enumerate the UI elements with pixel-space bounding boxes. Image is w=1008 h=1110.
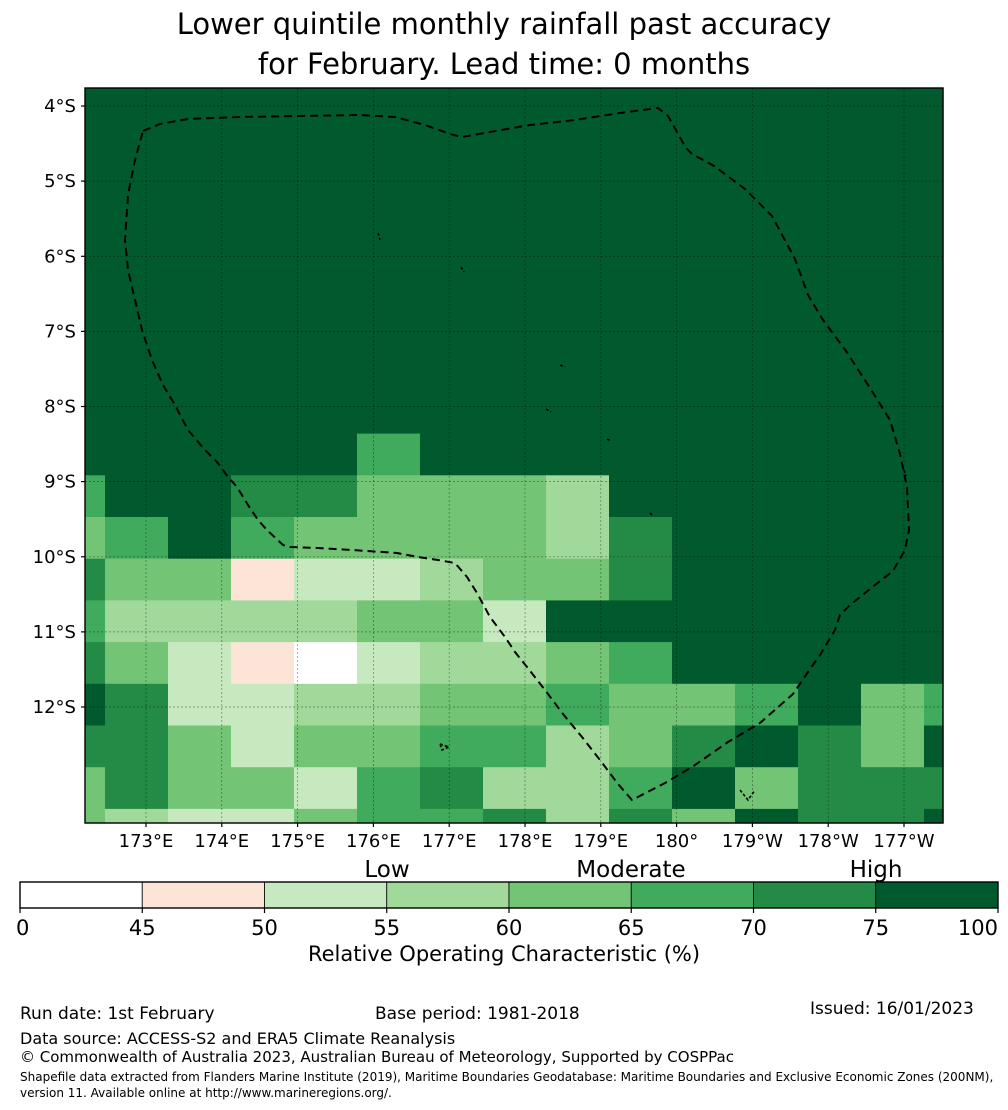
heatmap-cell — [924, 642, 944, 684]
heatmap-cell — [735, 684, 799, 726]
heatmap-cell — [609, 809, 673, 824]
colorbar-tick-label: 60 — [495, 916, 523, 940]
heatmap-cell — [85, 434, 106, 476]
colorbar-segment — [265, 882, 387, 908]
heatmap-cell — [924, 600, 944, 642]
colorbar-segment — [876, 882, 998, 908]
heatmap-cell — [231, 309, 295, 351]
heatmap-cell — [672, 142, 736, 184]
heatmap-cell — [546, 434, 610, 476]
heatmap-cell — [483, 183, 547, 225]
heatmap-cell — [546, 309, 610, 351]
heatmap-cell — [105, 434, 169, 476]
heatmap-cell — [861, 88, 925, 101]
heatmap-cell — [609, 142, 673, 184]
y-tick-label: 11°S — [32, 621, 76, 643]
heatmap-cell — [672, 767, 736, 809]
heatmap-cell — [105, 517, 169, 559]
heatmap-cell — [861, 309, 925, 351]
heatmap-cell — [735, 809, 799, 824]
heatmap-cell — [85, 88, 106, 101]
heatmap-cell — [105, 350, 169, 392]
x-tick-label: 176°E — [346, 831, 401, 852]
heatmap-cell — [546, 809, 610, 824]
heatmap-cell — [357, 600, 421, 642]
heatmap-cell — [357, 183, 421, 225]
heatmap-cell — [294, 642, 358, 684]
heatmap-cell — [294, 767, 358, 809]
heatmap-cell — [85, 183, 106, 225]
heatmap-cell — [924, 88, 944, 101]
heatmap-cell — [420, 517, 484, 559]
heatmap-cell — [672, 684, 736, 726]
heatmap-cell — [357, 225, 421, 267]
heatmap-cell — [924, 684, 944, 726]
colorbar-tick-label: 70 — [740, 916, 767, 940]
heatmap-cell — [294, 309, 358, 351]
heatmap-cell — [861, 642, 925, 684]
colorbar-category-moderate: Moderate — [576, 857, 686, 883]
heatmap-cell — [85, 142, 106, 184]
colorbar-tick-label: 0 — [16, 916, 30, 940]
heatmap-cell — [798, 88, 862, 101]
heatmap-cell — [483, 267, 547, 309]
heatmap-cell — [672, 809, 736, 824]
heatmap-cell — [672, 600, 736, 642]
heatmap-cell — [231, 142, 295, 184]
heatmap-cell — [924, 309, 944, 351]
x-tick-label: 179°W — [721, 831, 783, 852]
heatmap-cell — [861, 267, 925, 309]
heatmap-cell — [420, 600, 484, 642]
heatmap-cell — [357, 684, 421, 726]
heatmap-cell — [798, 767, 862, 809]
y-tick-label: 8°S — [44, 396, 76, 418]
heatmap-cell — [924, 517, 944, 559]
heatmap-cell — [861, 517, 925, 559]
heatmap-cell — [85, 767, 106, 809]
heatmap-cell — [546, 183, 610, 225]
colorbar-tick-label: 50 — [251, 916, 278, 940]
heatmap-cell — [735, 392, 799, 434]
heatmap-cell — [357, 809, 421, 824]
heatmap-cell — [231, 88, 295, 101]
heatmap-cell — [231, 267, 295, 309]
heatmap-cell — [861, 434, 925, 476]
heatmap-cell — [609, 267, 673, 309]
heatmap-cell — [105, 225, 169, 267]
heatmap-cell — [735, 767, 799, 809]
heatmap-cell — [420, 309, 484, 351]
heatmap-cell — [231, 809, 295, 824]
heatmap-cell — [861, 183, 925, 225]
heatmap-cell — [861, 559, 925, 601]
heatmap-cell — [672, 267, 736, 309]
heatmap-cell — [483, 517, 547, 559]
heatmap-cell — [483, 142, 547, 184]
heatmap-cell — [105, 726, 169, 768]
heatmap-cell — [609, 350, 673, 392]
heatmap-cell — [609, 392, 673, 434]
data-source-text: Data source: ACCESS-S2 and ERA5 Climate Reanalysis — [20, 1029, 456, 1048]
heatmap-cell — [798, 267, 862, 309]
heatmap-cell — [420, 642, 484, 684]
heatmap-cell — [357, 309, 421, 351]
heatmap-cell — [546, 767, 610, 809]
heatmap-cell — [85, 392, 106, 434]
y-tick-label: 5°S — [44, 171, 76, 193]
heatmap-cell — [294, 225, 358, 267]
heatmap-cell — [924, 350, 944, 392]
colorbar-segment — [754, 882, 876, 908]
heatmap-cell — [798, 726, 862, 768]
heatmap-cell — [546, 350, 610, 392]
heatmap-cell — [798, 350, 862, 392]
heatmap-cell — [735, 88, 799, 101]
heatmap-cell — [294, 684, 358, 726]
x-tick-label: 174°E — [194, 831, 250, 852]
x-tick-label: 173°E — [118, 831, 174, 852]
heatmap-cell — [798, 392, 862, 434]
heatmap-cell — [672, 642, 736, 684]
heatmap-cell — [420, 809, 484, 824]
heatmap-cell — [546, 392, 610, 434]
heatmap-cell — [420, 350, 484, 392]
heatmap-cell — [672, 434, 736, 476]
heatmap-cell — [483, 88, 547, 101]
heatmap-cell — [672, 225, 736, 267]
heatmap-cell — [420, 142, 484, 184]
heatmap-cell — [924, 225, 944, 267]
colorbar-tick-label: 65 — [617, 916, 645, 940]
heatmap-cell — [924, 559, 944, 601]
heatmap-cell — [357, 392, 421, 434]
heatmap-cell — [609, 642, 673, 684]
heatmap-cell — [85, 600, 106, 642]
heatmap-cell — [105, 142, 169, 184]
heatmap-cell — [357, 434, 421, 476]
heatmap-cell — [609, 726, 673, 768]
colorbar-tick-label: 100 — [957, 916, 998, 940]
heatmap-cell — [924, 809, 944, 824]
heatmap-cell — [609, 559, 673, 601]
heatmap-cell — [609, 684, 673, 726]
heatmap-cell — [672, 88, 736, 101]
heatmap-cell — [483, 309, 547, 351]
heatmap-cell — [105, 183, 169, 225]
heatmap-cell — [420, 767, 484, 809]
heatmap-cell — [735, 600, 799, 642]
heatmap-cell — [609, 225, 673, 267]
colorbar-category-high: High — [849, 857, 903, 883]
heatmap-cell — [798, 142, 862, 184]
heatmap-cell — [735, 267, 799, 309]
heatmap-cell — [105, 642, 169, 684]
colorbar-category-low: Low — [364, 857, 410, 883]
heatmap-cell — [105, 559, 169, 601]
colorbar-axis-title: Relative Operating Characteristic (%) — [307, 942, 701, 966]
x-tick-label: 180° — [654, 831, 699, 852]
heatmap-cell — [294, 183, 358, 225]
heatmap-cell — [798, 809, 862, 824]
heatmap-cell — [798, 559, 862, 601]
heatmap-cell — [546, 88, 610, 101]
heatmap-cell — [861, 225, 925, 267]
heatmap-cell — [672, 517, 736, 559]
heatmap-cell — [861, 809, 925, 824]
heatmap-cell — [798, 183, 862, 225]
heatmap-cell — [672, 559, 736, 601]
heatmap-cell — [231, 767, 295, 809]
issued-text: Issued: 16/01/2023 — [810, 999, 974, 1019]
heatmap-cell — [357, 88, 421, 101]
colorbar-segment — [387, 882, 509, 908]
heatmap-cell — [294, 434, 358, 476]
heatmap-cell — [420, 267, 484, 309]
heatmap-cell — [546, 225, 610, 267]
shapefile-attribution-line2: version 11. Available online at http://www.marineregions.org/. — [20, 1086, 392, 1100]
run-date-text: Run date: 1st February — [20, 1004, 215, 1024]
heatmap-cell — [798, 642, 862, 684]
y-tick-label: 12°S — [32, 697, 76, 718]
heatmap-cell — [861, 767, 925, 809]
heatmap-cell — [483, 559, 547, 601]
chart-title-line1: Lower quintile monthly rainfall past accuracy — [176, 7, 832, 41]
colorbar-segment — [631, 882, 753, 908]
colorbar-segment — [142, 882, 264, 908]
copyright-text: © Commonwealth of Australia 2023, Australian Bureau of Meteorology, Supported by COSPPac — [20, 1048, 734, 1066]
heatmap-cell — [420, 183, 484, 225]
heatmap-cell — [231, 350, 295, 392]
heatmap-cell — [672, 350, 736, 392]
heatmap-cell — [735, 559, 799, 601]
heatmap-cell — [798, 225, 862, 267]
colorbar-segment — [509, 882, 631, 908]
y-tick-label: 4°S — [44, 96, 76, 117]
y-tick-label: 7°S — [44, 321, 76, 343]
heatmap-cell — [357, 350, 421, 392]
x-tick-label: 178°E — [497, 831, 553, 852]
heatmap-cell — [231, 559, 295, 601]
heatmap-cell — [231, 726, 295, 768]
heatmap-cell — [924, 392, 944, 434]
heatmap-cell — [294, 350, 358, 392]
heatmap-cell — [105, 267, 169, 309]
heatmap-cell — [924, 726, 944, 768]
heatmap-cell — [798, 434, 862, 476]
heatmap-cell — [105, 809, 169, 824]
heatmap-cell — [672, 309, 736, 351]
heatmap-cell — [798, 684, 862, 726]
heatmap-cell — [294, 600, 358, 642]
heatmap-cell — [546, 726, 610, 768]
heatmap-cell — [294, 726, 358, 768]
heatmap-cell — [672, 183, 736, 225]
heatmap-cell — [105, 767, 169, 809]
heatmap-cell — [85, 726, 106, 768]
heatmap-cell — [85, 642, 106, 684]
heatmap-cell — [420, 225, 484, 267]
heatmap-cell — [483, 392, 547, 434]
heatmap-cell — [861, 142, 925, 184]
heatmap-cell — [85, 517, 106, 559]
heatmap-cell — [420, 559, 484, 601]
heatmap-cell — [294, 142, 358, 184]
heatmap-cell — [861, 726, 925, 768]
heatmap-cell — [735, 309, 799, 351]
heatmap-cell — [231, 183, 295, 225]
heatmap-cell — [546, 559, 610, 601]
heatmap-cell — [483, 767, 547, 809]
x-tick-label: 177°E — [421, 831, 477, 852]
shapefile-attribution-line1: Shapefile data extracted from Flanders Marine Institute (2019), Maritime Boundaries Geodatabase: Maritime Boundaries and Exclusive Economic Zones (200NM), — [20, 1070, 994, 1084]
heatmap-cell — [735, 434, 799, 476]
heatmap-cell — [105, 88, 169, 101]
heatmap-cell — [609, 183, 673, 225]
heatmap-cell — [105, 392, 169, 434]
heatmap-cell — [85, 267, 106, 309]
heatmap-cell — [85, 559, 106, 601]
heatmap-cell — [357, 142, 421, 184]
heatmap-cell — [798, 600, 862, 642]
heatmap-cell — [85, 809, 106, 824]
heatmap-cell — [85, 350, 106, 392]
colorbar-segment — [20, 882, 142, 908]
heatmap-cell — [546, 600, 610, 642]
heatmap-cell — [231, 392, 295, 434]
heatmap-cell — [735, 350, 799, 392]
colorbar-tick-label: 55 — [373, 916, 401, 940]
heatmap-cell — [735, 726, 799, 768]
y-tick-label: 9°S — [44, 471, 76, 493]
heatmap-cell — [924, 183, 944, 225]
heatmap-cell — [357, 767, 421, 809]
heatmap-cell — [231, 517, 295, 559]
x-tick-label: 175°E — [270, 831, 325, 852]
x-tick-label: 178°W — [797, 831, 859, 852]
heatmap-cell — [735, 642, 799, 684]
heatmap-cell — [924, 434, 944, 476]
heatmap-cell — [105, 309, 169, 351]
heatmap-cell — [735, 517, 799, 559]
heatmap-cell — [294, 88, 358, 101]
heatmap-cell — [861, 600, 925, 642]
heatmap-cell — [231, 642, 295, 684]
heatmap-cell — [357, 517, 421, 559]
heatmap-cell — [546, 642, 610, 684]
heatmap-cell — [105, 600, 169, 642]
heatmap-cell — [357, 559, 421, 601]
heatmap-cell — [546, 267, 610, 309]
heatmap-cell — [420, 726, 484, 768]
heatmap-cell — [924, 267, 944, 309]
heatmap-cell — [294, 559, 358, 601]
heatmap-cell — [85, 309, 106, 351]
heatmap-cell — [483, 225, 547, 267]
base-period-text: Base period: 1981-2018 — [375, 1004, 580, 1024]
x-tick-label: 177°W — [873, 831, 935, 852]
heatmap-cell — [357, 642, 421, 684]
heatmap-cell — [357, 267, 421, 309]
heatmap-cell — [231, 434, 295, 476]
heatmap-cell — [483, 434, 547, 476]
heatmap-cell — [294, 809, 358, 824]
heatmap-cell — [672, 726, 736, 768]
heatmap-cell — [861, 684, 925, 726]
colorbar-tick-label: 45 — [128, 916, 156, 940]
heatmap-cell — [483, 726, 547, 768]
heatmap-cell — [672, 392, 736, 434]
heatmap-cell — [420, 684, 484, 726]
heatmap-cell — [546, 142, 610, 184]
chart-title-line2: for February. Lead time: 0 months — [257, 47, 751, 81]
heatmap-cell — [861, 350, 925, 392]
heatmap-cell — [294, 267, 358, 309]
y-tick-label: 6°S — [44, 246, 76, 268]
heatmap-cell — [609, 309, 673, 351]
heatmap-cell — [294, 392, 358, 434]
heatmap-cell — [483, 809, 547, 824]
heatmap-cell — [420, 392, 484, 434]
heatmap-cell — [294, 517, 358, 559]
heatmap-cell — [420, 88, 484, 101]
colorbar-tick-label: 75 — [862, 916, 890, 940]
heatmap-cell — [420, 434, 484, 476]
heatmap-cell — [105, 684, 169, 726]
heatmap-cell — [924, 767, 944, 809]
heatmap-cell — [483, 350, 547, 392]
heatmap-cell — [85, 684, 106, 726]
heatmap-cell — [609, 88, 673, 101]
heatmap-cell — [85, 225, 106, 267]
heatmap-cell — [609, 434, 673, 476]
heatmap-cell — [231, 225, 295, 267]
x-tick-label: 179°E — [573, 831, 629, 852]
y-tick-label: 10°S — [32, 546, 76, 568]
heatmap-cell — [231, 684, 295, 726]
heatmap-cell — [357, 726, 421, 768]
heatmap-cell — [609, 517, 673, 559]
heatmap-cell — [483, 642, 547, 684]
heatmap-cell — [546, 517, 610, 559]
heatmap-cell — [483, 684, 547, 726]
heatmap-cell — [798, 517, 862, 559]
heatmap-cell — [924, 142, 944, 184]
heatmap-cell — [609, 600, 673, 642]
heatmap-cell — [231, 600, 295, 642]
heatmap-cell — [609, 767, 673, 809]
heatmap-cell — [735, 142, 799, 184]
